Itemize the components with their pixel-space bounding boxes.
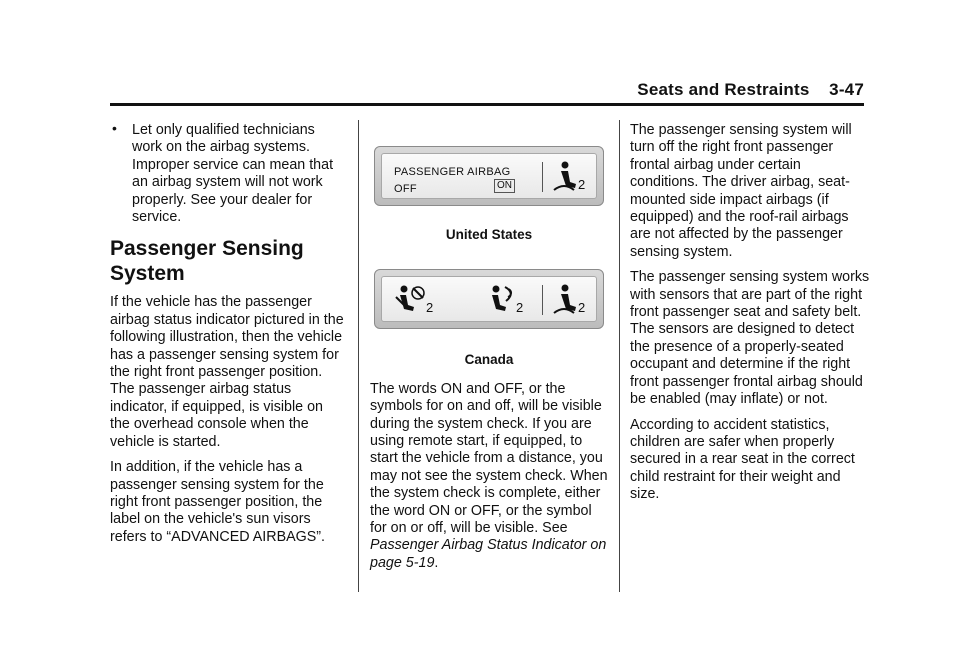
paragraph-text: The words ON and OFF, or the symbols for on and off, will be visible during the system check. If you are using remote start, if equipped, to start the vehicle from a distance, you may not see the system check. When the system check is complete, either the word ON or OFF, or the symbol for on or off, will be visible. See	[370, 380, 608, 537]
paragraph	[370, 381, 608, 572]
seated-passenger-icon	[552, 160, 578, 194]
page-header: Seats and Restraints 3-47	[637, 80, 864, 99]
on-label: ON	[494, 179, 515, 193]
panel-face	[381, 153, 597, 199]
panel-separator	[542, 162, 543, 192]
paragraph: According to accident statistics, children are safer when properly secured in a rear seat in the correct child restraint for their weight and size.	[630, 416, 855, 503]
figure-caption: Canada	[464, 352, 514, 368]
column-left	[110, 122, 346, 554]
bullet-icon: •	[112, 120, 117, 136]
us-airbag-indicator-panel	[374, 146, 604, 206]
column-divider	[619, 120, 620, 592]
header-rule	[110, 103, 864, 106]
off-label: OFF	[394, 183, 417, 195]
canada-airbag-indicator-panel	[374, 269, 604, 329]
bullet-item	[110, 122, 346, 226]
seated-passenger-icon	[552, 283, 578, 317]
seat-number: 2	[516, 300, 524, 316]
seat-number: 2	[426, 300, 434, 316]
cross-reference-link[interactable]: Passenger Airbag Status Indicator on page 5-19	[370, 537, 607, 571]
airbag-on-icon	[486, 283, 520, 317]
figure-caption: United States	[445, 227, 533, 242]
paragraph: The passenger sensing system works with sensors that are part of the right front passenger seat and safety belt. The sensors are designed to detect the presence of a properly-seated occupant and determine if the right front passenger frontal airbag should be enabled (may inflate) or not.	[630, 269, 870, 408]
airbag-off-icon	[394, 283, 428, 317]
column-right	[630, 122, 870, 512]
panel-face	[381, 276, 597, 322]
paragraph: In addition, if the vehicle has a passenger sensing system for the right front passenger position, the label on the vehicle's sun visors refers to “ADVANCED AIRBAGS”.	[110, 459, 326, 545]
seat-number: 2	[578, 177, 586, 192]
paragraph: If the vehicle has the passenger airbag status indicator pictured in the following illustration, then the vehicle has a passenger sensing system for the right front passenger position. The passenger airbag status indicator, if equipped, is visible on the overhead console when the vehicle is started.	[110, 294, 344, 450]
panel-separator	[542, 285, 543, 315]
column-divider	[358, 120, 359, 592]
paragraph-end: .	[434, 554, 439, 571]
seat-number: 2	[578, 300, 586, 316]
section-heading: Passenger Sensing System	[110, 237, 304, 286]
paragraph: The passenger sensing system will turn off the right front passenger frontal airbag under certain conditions. The driver airbag, seat-mounted side impact airbags (if equipped) and the roof-rail airbags are not affected by the passenger sensing system.	[630, 122, 852, 260]
passenger-airbag-label: PASSENGER AIRBAG	[394, 166, 511, 178]
bullet-text: Let only qualified technicians work on the airbag systems. Improper service can mean that an airbag system will not work properly. See your dealer for service.	[132, 122, 334, 226]
column-middle	[370, 122, 608, 580]
